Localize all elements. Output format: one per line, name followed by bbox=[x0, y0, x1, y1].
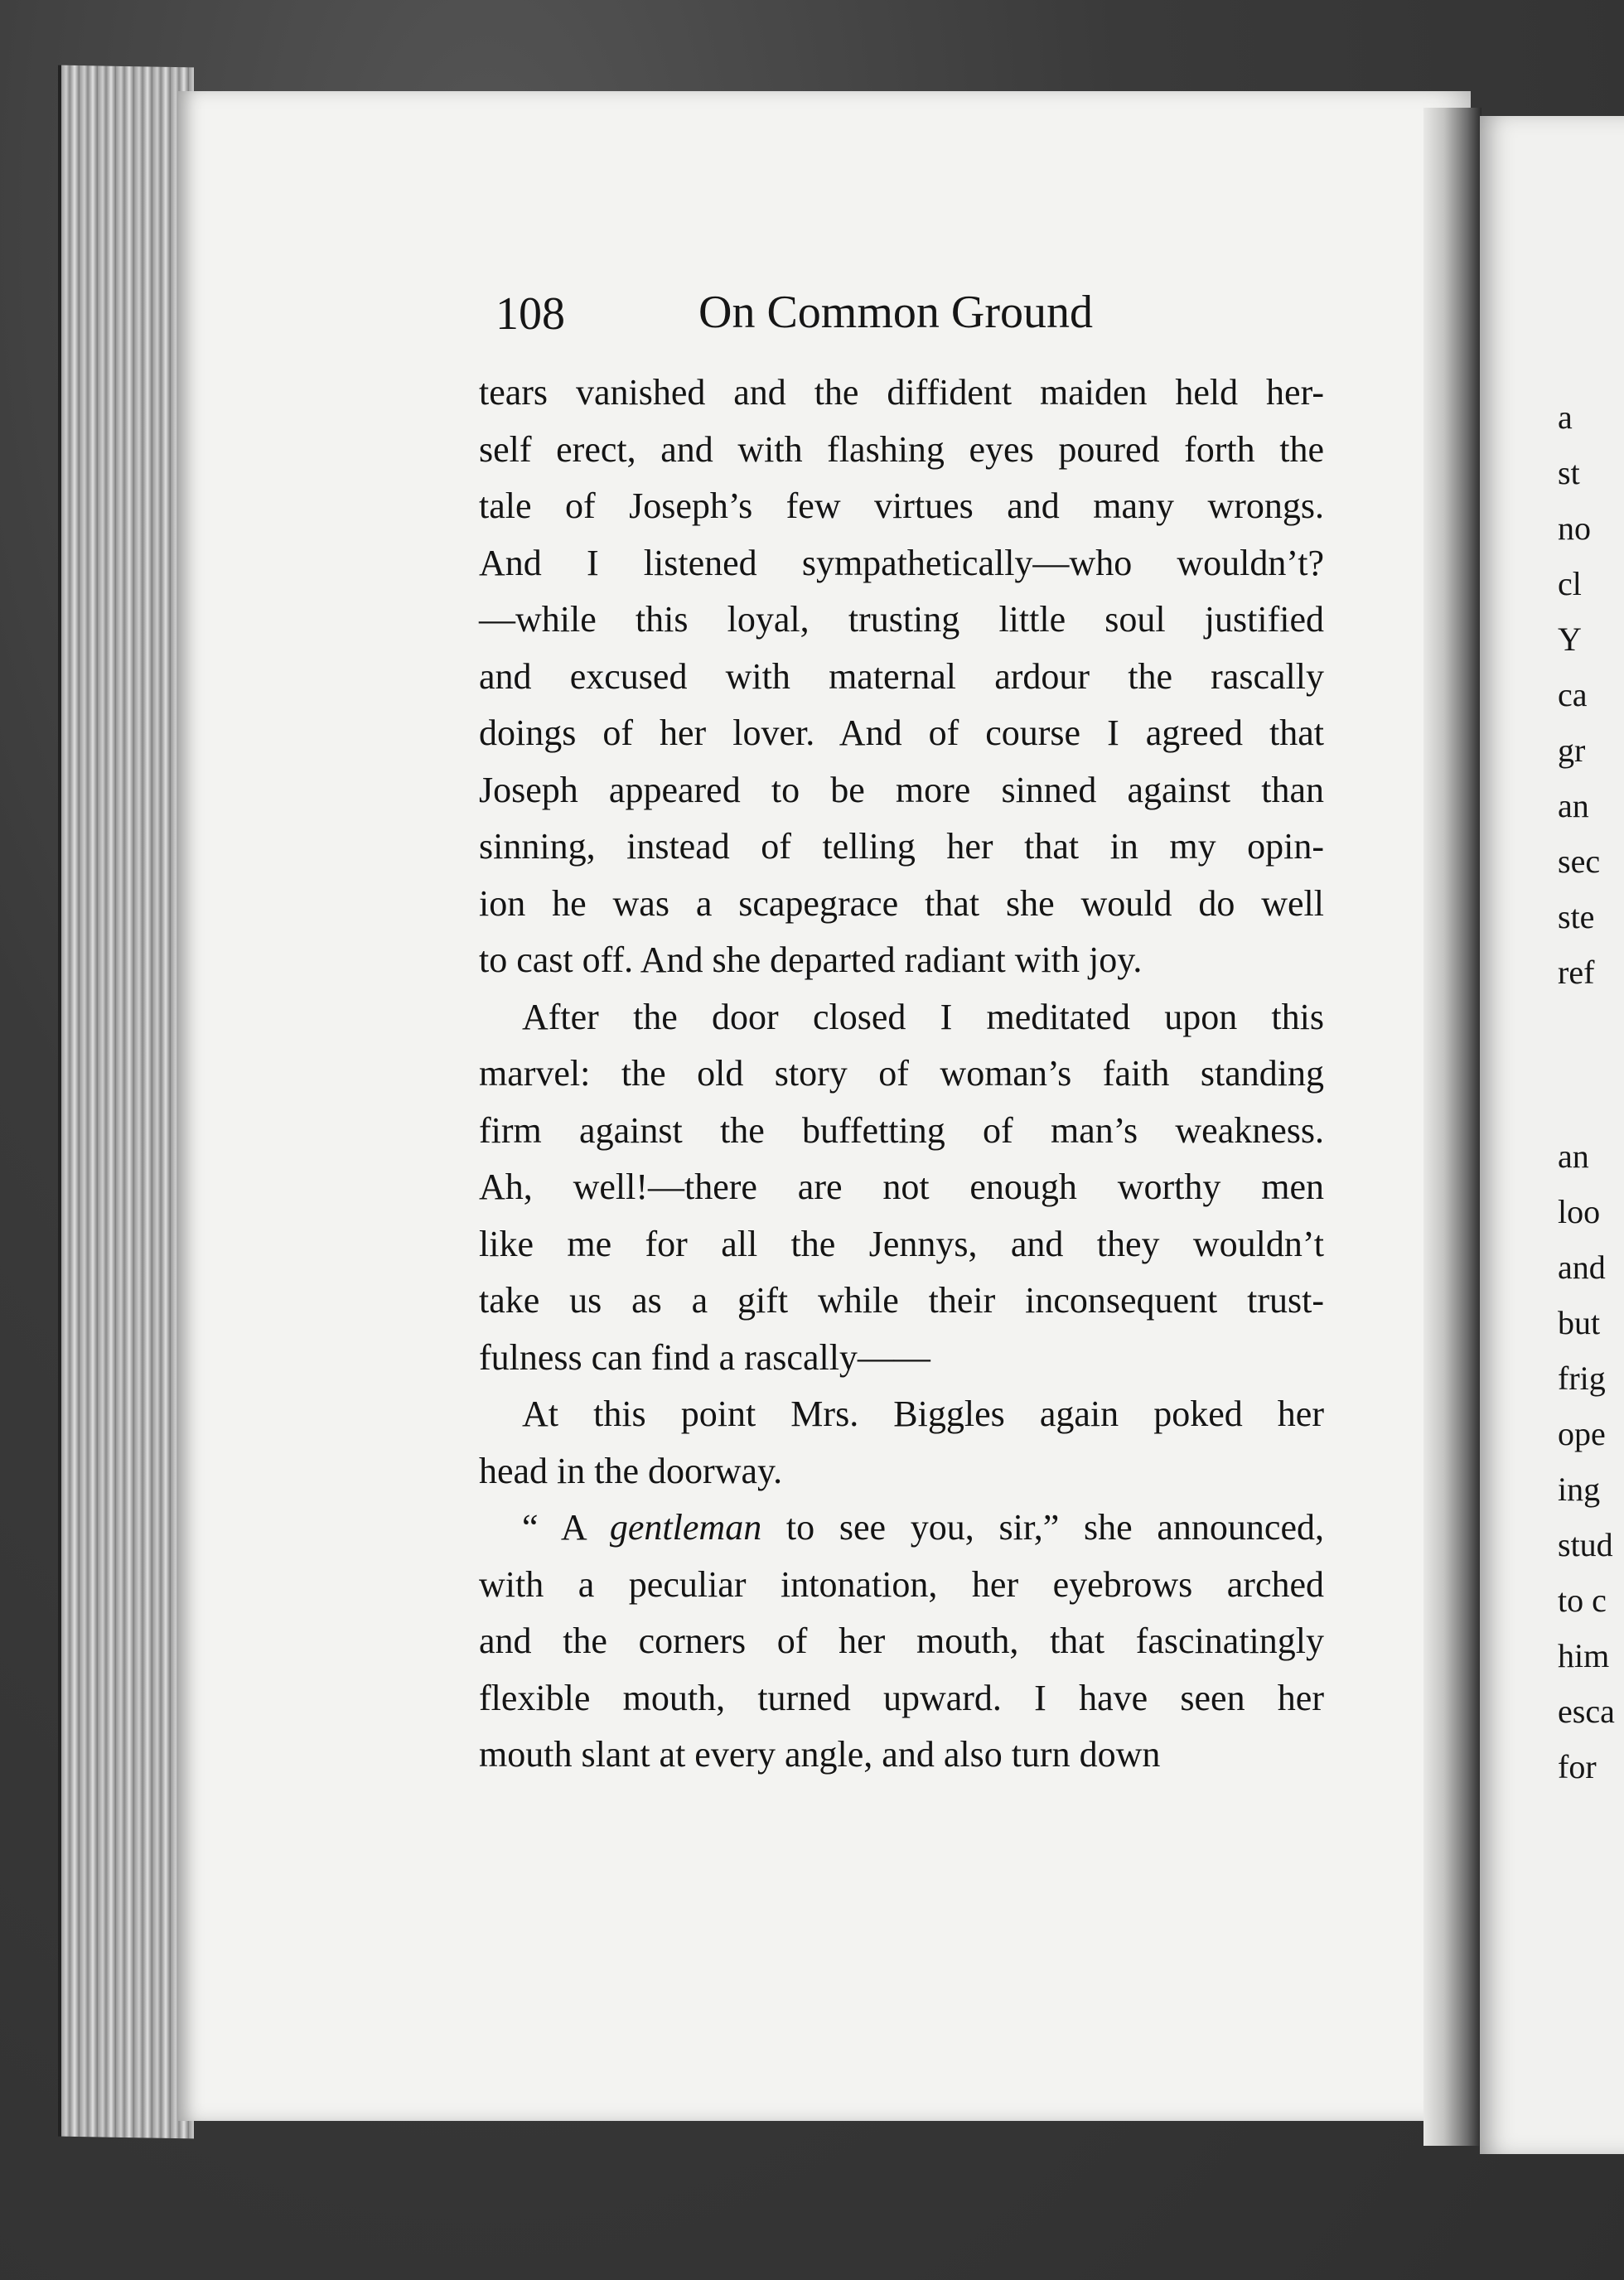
fragment-line: a bbox=[1558, 399, 1573, 436]
fragment-line: stud bbox=[1558, 1526, 1613, 1563]
fragment-line: to c bbox=[1558, 1582, 1607, 1619]
fragment-line: ope bbox=[1558, 1415, 1606, 1452]
text-line: fulness can find a rascally—— bbox=[479, 1336, 930, 1378]
text-line: tale of Joseph’s few virtues and many wrongs. bbox=[479, 485, 1324, 526]
fragment-line: loo bbox=[1558, 1193, 1601, 1230]
fragment-line: frig bbox=[1558, 1360, 1606, 1397]
text-line: Ah, well!—there are not enough worthy men bbox=[479, 1167, 1324, 1207]
fragment-line: for bbox=[1558, 1748, 1597, 1785]
text-line: flexible mouth, turned upward. I have seen her bbox=[479, 1677, 1324, 1718]
running-head bbox=[495, 278, 1407, 352]
text-line: At this point Mrs. Biggles again poked her bbox=[522, 1394, 1324, 1434]
text-line: firm against the buffetting of man’s weakness. bbox=[479, 1109, 1324, 1151]
text-line: sinning, instead of telling her that in my opin- bbox=[479, 826, 1324, 867]
fragment-line: ste bbox=[1558, 898, 1595, 935]
text-line: doings of her lover. And of course I agreed that bbox=[479, 712, 1324, 753]
paragraph bbox=[479, 1386, 1324, 1500]
text-line: “ A gentleman to see you, sir,” she announced, bbox=[522, 1507, 1324, 1548]
fragment-line: an bbox=[1558, 787, 1589, 824]
fragment-line: no bbox=[1558, 510, 1591, 547]
fragment-line: esca bbox=[1558, 1693, 1615, 1730]
book-gutter bbox=[1423, 108, 1481, 2146]
page-number: 108 bbox=[495, 288, 565, 340]
text-line: to cast off. And she departed radiant with joy. bbox=[479, 940, 1143, 980]
text-line: like me for all the Jennys, and they wouldn’t bbox=[479, 1223, 1324, 1264]
right-lower-fragments bbox=[1558, 1128, 1624, 1795]
text-line: with a peculiar intonation, her eyebrows arched bbox=[479, 1563, 1324, 1605]
text-line: —while this loyal, trusting little soul justified bbox=[479, 599, 1324, 640]
running-title: On Common Ground bbox=[698, 287, 1093, 338]
text-line: After the door closed I meditated upon this bbox=[522, 996, 1324, 1037]
right-upper-fragments bbox=[1558, 389, 1624, 1000]
text-line: and excused with maternal ardour the rascally bbox=[479, 655, 1324, 697]
fragment-line: but bbox=[1558, 1304, 1601, 1341]
text-line: ion he was a scapegrace that she would do well bbox=[479, 882, 1324, 924]
fragment-line: sec bbox=[1558, 843, 1601, 880]
paragraph bbox=[479, 1500, 1324, 1784]
fragment-line: st bbox=[1558, 454, 1580, 491]
text-line: head in the doorway. bbox=[479, 1450, 783, 1491]
page-stack-edge bbox=[58, 65, 194, 2139]
text-line: take us as a gift while their inconsequent trust- bbox=[479, 1280, 1324, 1321]
paragraph bbox=[479, 989, 1324, 1387]
fragment-line: an bbox=[1558, 1138, 1589, 1175]
fragment-line: ca bbox=[1558, 676, 1588, 713]
text-line: And I listened sympathetically—who wouldn’t? bbox=[479, 542, 1324, 583]
text-line: tears vanished and the diffident maiden held her- bbox=[479, 372, 1324, 413]
right-page-text-fragments bbox=[1558, 389, 1624, 1795]
fragment-line: cl bbox=[1558, 565, 1582, 602]
text-line: self erect, and with flashing eyes poured forth the bbox=[479, 428, 1324, 470]
text-line: Joseph appeared to be more sinned against than bbox=[479, 769, 1324, 810]
fragment-line: ref bbox=[1558, 954, 1595, 991]
text-line: marvel: the old story of woman’s faith standing bbox=[479, 1053, 1324, 1094]
fragment-line: and bbox=[1558, 1249, 1606, 1286]
body-text bbox=[479, 365, 1324, 1784]
paragraph bbox=[479, 365, 1324, 989]
text-line: and the corners of her mouth, that fascinatingly bbox=[479, 1621, 1324, 1661]
text-line: mouth slant at every angle, and also turn down bbox=[479, 1734, 1161, 1775]
fragment-line: Y bbox=[1558, 621, 1582, 658]
fragment-line: him bbox=[1558, 1637, 1610, 1674]
fragment-line: ing bbox=[1558, 1471, 1601, 1508]
fragment-line: gr bbox=[1558, 732, 1586, 769]
